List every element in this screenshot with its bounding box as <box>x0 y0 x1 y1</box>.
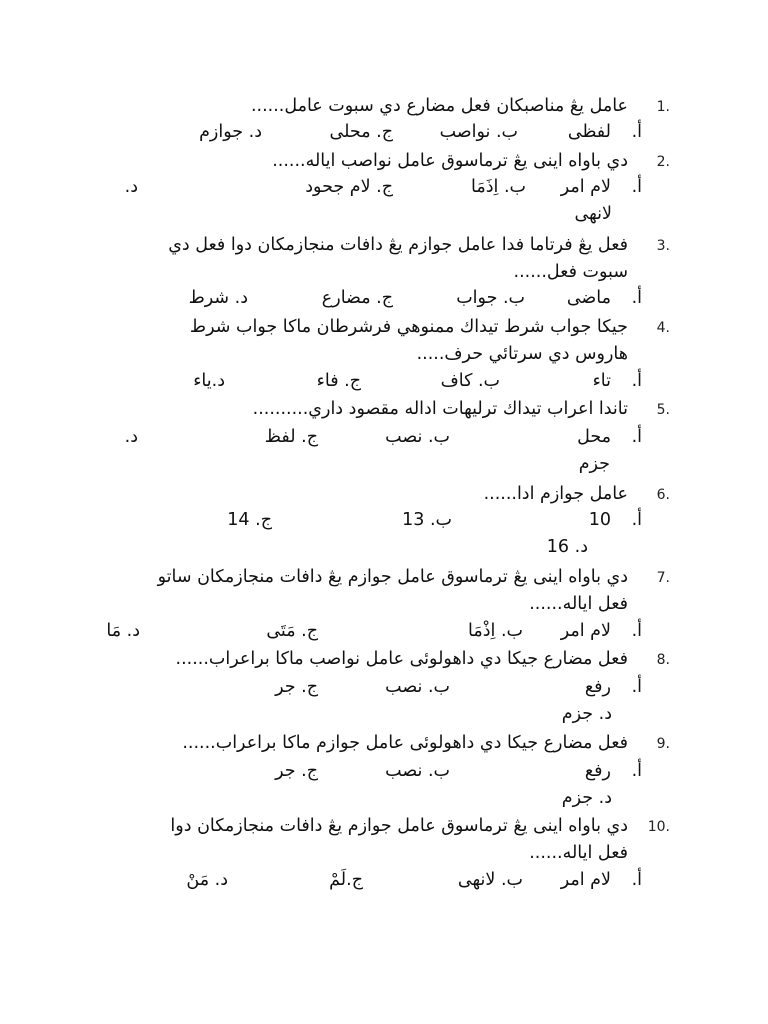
answer-option: ب. اِذَمَا <box>471 177 526 197</box>
answer-option: ماضى <box>566 288 611 308</box>
answer-option: د. <box>124 427 138 447</box>
option-marker: أ. <box>631 371 642 391</box>
question-number: 2. <box>656 154 670 170</box>
answer-option: ج. مَتَى <box>266 621 318 641</box>
question-number: 3. <box>656 238 670 254</box>
answer-option: ج. مضارع <box>321 288 393 308</box>
answer-option: د. <box>124 177 138 197</box>
option-marker: أ. <box>631 870 642 890</box>
answer-option: لام امر <box>560 870 611 890</box>
answer-option: ب. نواصب <box>439 122 518 142</box>
answer-option: ب. نصب <box>385 761 450 781</box>
question-number: 7. <box>656 570 670 586</box>
question-text: تاندا اعراب تيداك ترليهات اداله مقصود داري.......... <box>252 399 628 419</box>
answer-option: د. شرط <box>188 288 248 308</box>
question-number: 6. <box>656 487 670 503</box>
option-marker: أ. <box>631 761 642 781</box>
question-text-continued: هاروس دي سرتائي حرف..... <box>416 344 628 364</box>
answer-option: ج. لام جحود <box>305 177 393 197</box>
answer-option: ب. نصب <box>385 677 450 697</box>
answer-option: لام امر <box>560 621 611 641</box>
question-number: 4. <box>656 320 670 336</box>
option-marker: أ. <box>631 677 642 697</box>
answer-option: د. مَا <box>106 621 140 641</box>
question-text: فعل مضارع جيکا دي داهولوئى عامل نواصب ماكا براعراب...... <box>175 649 628 669</box>
answer-option: ب. لانهى <box>457 870 523 890</box>
question-text: فعل يڠ فرتاما فدا عامل جوازم يڠ دافات منجازمکان دوا فعل دي <box>168 235 628 255</box>
answer-option: رفع <box>584 761 611 781</box>
question-text-continued: فعل اياله...... <box>529 594 628 614</box>
answer-option: ب. اِذْمَا <box>468 621 523 641</box>
question-number: 1. <box>656 99 670 115</box>
answer-option-wrapped: د. جزم <box>561 704 612 724</box>
answer-option: 10 <box>588 510 611 530</box>
answer-option: ج. جر <box>275 677 318 697</box>
question-text-continued: سبوت فعل...... <box>513 262 628 282</box>
answer-option: ب. نصب <box>385 427 450 447</box>
answer-option: تاء <box>592 371 611 391</box>
answer-option: د. جوازم <box>199 122 262 142</box>
question-text: عامل جوازم ادا...... <box>483 484 628 504</box>
option-marker: أ. <box>631 510 642 530</box>
question-number: 5. <box>656 402 670 418</box>
option-marker: أ. <box>631 621 642 641</box>
answer-option: ج. 14 <box>227 510 272 530</box>
answer-option-wrapped: د. جزم <box>561 788 612 808</box>
option-marker: أ. <box>631 288 642 308</box>
answer-option: ج.لَمْ <box>329 870 363 890</box>
question-text-continued: فعل اياله...... <box>529 843 628 863</box>
question-text: عامل يڠ مناصبکان فعل مضارع دي سبوت عامل...... <box>250 96 628 116</box>
question-number: 10. <box>647 819 670 835</box>
answer-option: ب. جواب <box>456 288 525 308</box>
option-marker: أ. <box>631 122 642 142</box>
answer-option: ج. جر <box>275 761 318 781</box>
answer-option: د.ياء <box>193 371 225 391</box>
answer-option: ب. 13 <box>402 510 452 530</box>
answer-option: لفظى <box>567 122 611 142</box>
question-text: جيکا جواب شرط تيداك ممنوهي فرشرطان ماكا جواب شرط <box>189 317 628 337</box>
answer-option: رفع <box>584 677 611 697</box>
answer-option: محل <box>577 427 611 447</box>
answer-option: ج. فاء <box>316 371 361 391</box>
answer-option-wrapped: د. 16 <box>546 537 588 557</box>
question-text: دي باواه اينى يڠ ترماسوق عامل جوازم يڠ دافات منجازمکان ساتو <box>157 567 628 587</box>
option-marker: أ. <box>631 177 642 197</box>
answer-option: ج. لفظ <box>264 427 318 447</box>
answer-option-wrapped: جزم <box>578 454 610 474</box>
question-text: دي باواه اينى يڠ ترماسوق عامل نواصب اياله...... <box>272 151 628 171</box>
answer-option: د. مَنْ <box>186 870 228 890</box>
option-marker: أ. <box>631 427 642 447</box>
question-number: 9. <box>656 736 670 752</box>
question-text: دي باواه اينى يڠ ترماسوق عامل جوازم يڠ دافات منجازمکان دوا <box>170 816 628 836</box>
question-text: فعل مضارع جيکا دي داهولوئى عامل جوازم ماكا براعراب...... <box>182 733 628 753</box>
answer-option: ج. محلى <box>329 122 393 142</box>
answer-option: لام امر <box>560 177 611 197</box>
question-number: 8. <box>656 652 670 668</box>
answer-option: ب. كاف <box>440 371 500 391</box>
answer-option-wrapped: لانهى <box>574 204 612 224</box>
